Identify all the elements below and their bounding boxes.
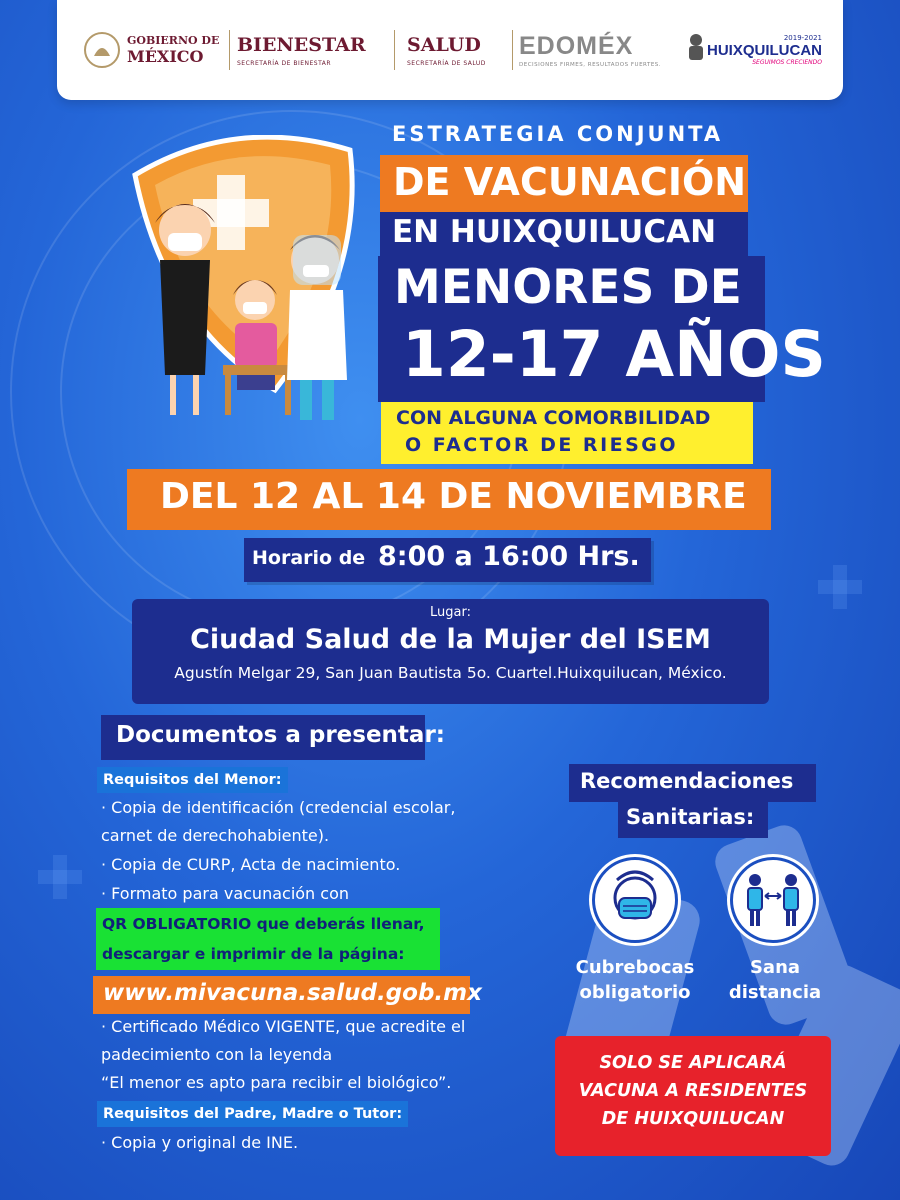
place-label: Lugar:: [430, 605, 471, 620]
huixquilucan-emblem-icon: [685, 32, 707, 62]
gobierno-line1: GOBIERNO DE: [127, 34, 220, 47]
doc-line: · Copia y original de INE.: [101, 1133, 299, 1152]
schedule-prefix: Horario de: [252, 547, 366, 569]
gobierno-line2: MÉXICO: [127, 47, 204, 66]
comorbidity-line-1: CON ALGUNA COMORBILIDAD: [396, 407, 711, 429]
family-vaccination-illustration: [125, 135, 385, 435]
mask-label-line1: Cubrebocas: [575, 957, 695, 978]
recommendations-title-2: Sanitarias:: [626, 805, 755, 829]
huixquilucan-slogan: SEGUIMOS CRECIENDO: [752, 59, 822, 66]
age-range: 12-17 AÑOS: [402, 318, 826, 391]
face-mask-icon: [592, 857, 678, 943]
huixquilucan-text: HUIXQUILUCAN: [707, 42, 822, 59]
bienestar-text: BIENESTAR: [237, 33, 366, 56]
documents-title: Documentos a presentar:: [116, 722, 445, 748]
mask-label-line2: obligatorio: [579, 982, 691, 1003]
doc-line: · Copia de CURP, Acta de nacimiento.: [101, 855, 401, 874]
salud-text: SALUD: [407, 33, 481, 56]
edomex-text: EDOMÉX: [519, 32, 634, 60]
minor-requirements-label: Requisitos del Menor:: [97, 767, 288, 793]
cross-decoration: [53, 855, 67, 899]
header-logo-bar: [57, 0, 843, 100]
doc-line: “El menor es apto para recibir el biológico”.: [101, 1073, 452, 1092]
recommendations-title-1: Recomendaciones: [580, 769, 794, 793]
tutor-requirements-label: Requisitos del Padre, Madre o Tutor:: [97, 1101, 408, 1127]
schedule-hours: 8:00 a 16:00 Hrs.: [378, 541, 640, 572]
comorbidity-line-2: O FACTOR DE RIESGO: [405, 434, 679, 456]
edomex-subtitle: DECISIONES FIRMES, RESULTADOS FUERTES.: [519, 62, 662, 68]
doc-line: · Copia de identificación (credencial escolar,: [101, 798, 456, 817]
title-line-2: DE VACUNACIÓN: [393, 160, 747, 204]
place-name: Ciudad Salud de la Mujer del ISEM: [190, 624, 711, 655]
salud-subtitle: SECRETARÍA DE SALUD: [407, 59, 486, 67]
logo-divider: [512, 30, 513, 70]
distance-label-line2: distancia: [728, 982, 822, 1003]
qr-line-1: QR OBLIGATORIO que deberás llenar,: [102, 915, 425, 933]
vaccination-website-link[interactable]: www.mivacuna.salud.gob.mx: [103, 980, 482, 1006]
doc-line: carnet de derechohabiente).: [101, 826, 330, 845]
warning-line-2: VACUNA A RESIDENTES: [578, 1081, 808, 1101]
warning-line-1: SOLO SE APLICARÁ: [599, 1053, 787, 1073]
title-line-4: MENORES DE: [394, 260, 742, 315]
warning-line-3: DE HUIXQUILUCAN: [601, 1109, 785, 1129]
logo-divider: [229, 30, 230, 70]
edomex-logo: [519, 0, 661, 100]
qr-line-2: descargar e imprimir de la página:: [102, 945, 405, 963]
doc-line: · Formato para vacunación con: [101, 884, 349, 903]
doc-line: · Certificado Médico VIGENTE, que acredite el: [101, 1017, 466, 1036]
bienestar-subtitle: SECRETARÍA DE BIENESTAR: [237, 59, 332, 67]
mexico-coat-of-arms-icon: [82, 30, 122, 70]
title-line-3: EN HUIXQUILUCAN: [392, 214, 717, 250]
bienestar-logo: [237, 0, 366, 100]
title-line-1: ESTRATEGIA CONJUNTA: [392, 122, 724, 146]
logo-divider: [394, 30, 395, 70]
mask-label: [560, 955, 710, 1005]
place-address: Agustín Melgar 29, San Juan Bautista 5o. Cuartel.Huixquilucan, México.: [174, 664, 727, 682]
social-distance-icon: [730, 857, 816, 943]
huixquilucan-period: 2019-2021: [783, 34, 822, 42]
distance-label-line1: Sana: [749, 957, 801, 978]
date-range: DEL 12 AL 14 DE NOVIEMBRE: [160, 476, 747, 517]
doc-line: padecimiento con la leyenda: [101, 1045, 333, 1064]
huixquilucan-logo: [707, 0, 822, 100]
distance-label: [720, 955, 830, 1005]
gobierno-de-mexico-logo: [127, 0, 219, 100]
salud-logo: [407, 0, 486, 100]
cross-decoration: [833, 565, 847, 609]
